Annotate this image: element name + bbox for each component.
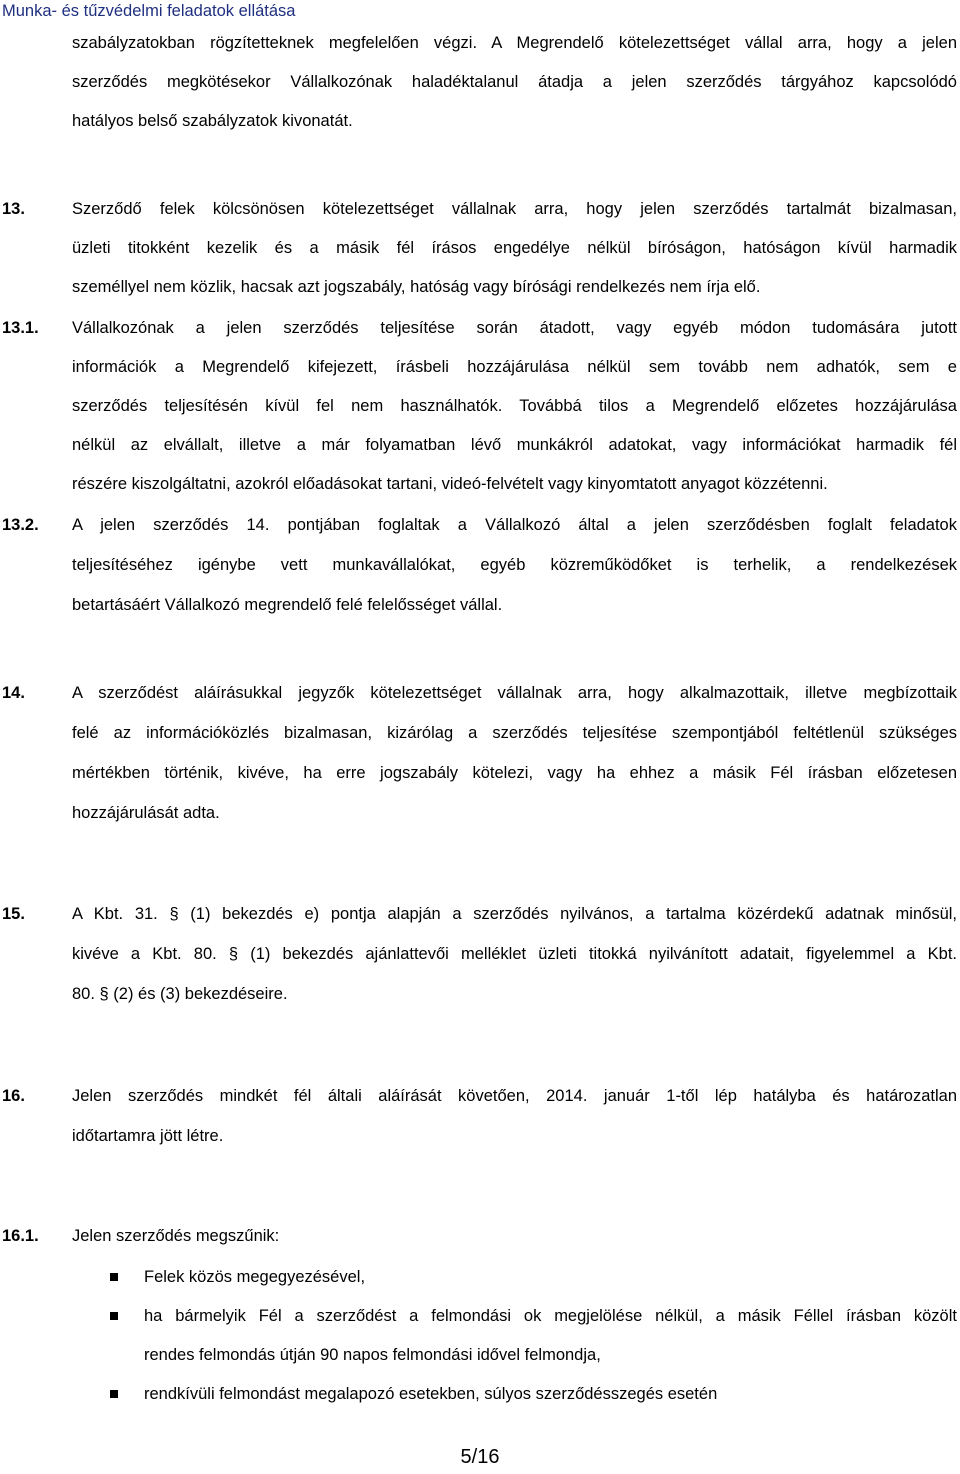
bullet-text: rendkívüli felmondást megalapozó esetekben, súlyos szerződésszegés esetén <box>144 1385 718 1403</box>
section-line: nélkül az elvállalt, illetve a már folyamatban lévő munkákról adatokat, vagy információkat harmadik fél <box>72 436 957 454</box>
section-line: személlyel nem közlik, hacsak azt jogszabály, hatóság vagy bírósági rendelkezés nem írja elő. <box>72 278 761 296</box>
section-number: 15. <box>2 905 25 923</box>
section-line: betartásáért Vállalkozó megrendelő felé felelősséget vállal. <box>72 596 503 614</box>
section-line: Jelen szerződés mindkét fél általi aláírását követően, 2014. január 1-től lép hatályba és határozatlan <box>72 1087 957 1105</box>
bullet-text: ha bármelyik Fél a szerződést a felmondási ok megjelölése nélkül, a másik Féllel írásban közölt <box>144 1307 957 1325</box>
square-bullet-icon <box>110 1312 118 1320</box>
section-line: felé az információközlés bizalmasan, kizárólag a szerződés teljesítése szempontjából feltétlenül szükséges <box>72 724 957 742</box>
square-bullet-icon <box>110 1273 118 1281</box>
section-line: Vállalkozónak a jelen szerződés teljesítése során átadott, vagy egyéb módon tudomására jutott <box>72 319 957 337</box>
section-line: üzleti titokként kezelik és a másik fél írásos engedélye nélkül bíróságon, hatóságon kívül harmadik <box>72 239 957 257</box>
section-line: mértékben történik, kivéve, ha erre jogszabály kötelezi, vagy ha ehhez a másik Fél írásban előzetesen <box>72 764 957 782</box>
square-bullet-icon <box>110 1390 118 1398</box>
section-number: 14. <box>2 684 25 702</box>
section-line: 80. § (2) és (3) bekezdéseire. <box>72 985 288 1003</box>
section-line: hozzájárulását adta. <box>72 804 220 822</box>
bullet-text: rendes felmondás útján 90 napos felmondási idővel felmondja, <box>144 1346 601 1364</box>
intro-line: szabályzatokban rögzítetteknek megfelelően végzi. A Megrendelő kötelezettséget vállal arra, hogy a jelen <box>72 34 957 52</box>
section-line: A szerződést aláírásukkal jegyzők kötelezettséget vállalnak arra, hogy alkalmazottaik, illetve megbízottaik <box>72 684 957 702</box>
section-number: 16.1. <box>2 1227 39 1245</box>
section-line: A Kbt. 31. § (1) bekezdés e) pontja alapján a szerződés nyilvános, a tartalma közérdekű adatnak minősül, <box>72 905 957 923</box>
section-line: Jelen szerződés megszűnik: <box>72 1227 280 1245</box>
section-line: részére kiszolgáltatni, azokról előadásokat tartani, videó-felvételt vagy kinyomtatott anyagot közzétenni. <box>72 475 828 493</box>
section-line: időtartamra jött létre. <box>72 1127 224 1145</box>
section-number: 16. <box>2 1087 25 1105</box>
running-header: Munka- és tűzvédelmi feladatok ellátása <box>2 2 296 20</box>
intro-line: szerződés megkötésekor Vállalkozónak haladéktalanul átadja a jelen szerződés tárgyához kapcsolódó <box>72 73 957 91</box>
section-number: 13. <box>2 200 25 218</box>
section-number: 13.1. <box>2 319 39 337</box>
section-number: 13.2. <box>2 516 39 534</box>
section-line: Szerződő felek kölcsönösen kötelezettséget vállalnak arra, hogy jelen szerződés tartalmát bizalmasan, <box>72 200 957 218</box>
section-line: kivéve a Kbt. 80. § (1) bekezdés ajánlattevői melléklet üzleti titokká nyilvánított adatait, figyelemmel a Kbt. <box>72 945 957 963</box>
section-line: teljesítéséhez igénybe vett munkavállalókat, egyéb közreműködőket is terhelik, a rendelkezések <box>72 556 957 574</box>
section-line: szerződés teljesítésén kívül fel nem használhatók. Továbbá tilos a Megrendelő előzetes hozzájárulása <box>72 397 957 415</box>
bullet-text: Felek közös megegyezésével, <box>144 1268 366 1286</box>
page-number: 5/16 <box>460 1446 500 1468</box>
section-line: információk a Megrendelő kifejezett, írásbeli hozzájárulása nélkül sem tovább nem adhatók, sem e <box>72 358 957 376</box>
intro-line: hatályos belső szabályzatok kivonatát. <box>72 112 353 130</box>
section-line: A jelen szerződés 14. pontjában foglaltak a Vállalkozó által a jelen szerződésben foglalt feladatok <box>72 516 957 534</box>
